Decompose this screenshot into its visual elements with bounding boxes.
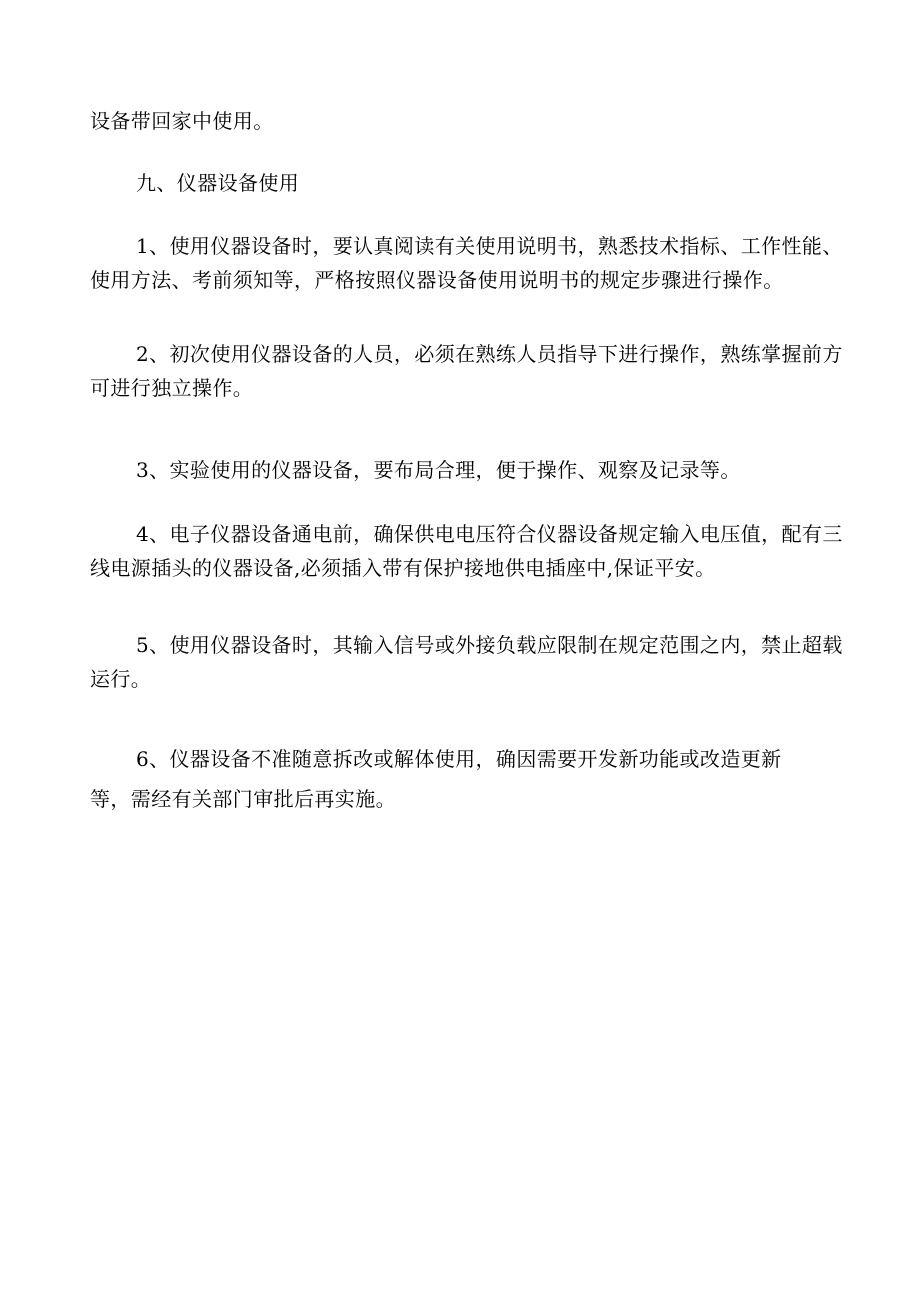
item-6-paragraph [90,742,830,816]
item-4-paragraph [90,517,843,585]
item-5-paragraph [90,628,843,696]
paragraph-line: 6、仪器设备不准随意拆改或解体使用，确因需要开发新功能或改造更新 [136,747,782,771]
item-3-paragraph [90,453,830,487]
paragraph-line: 1、使用仪器设备时，要认真阅读有关使用说明书，熟悉技术指标、工作性能、 [136,234,843,258]
section-heading [90,166,830,200]
paragraph-line: 使用方法、考前须知等，严格按照仪器设备使用说明书的规定步骤进行操作。 [90,268,784,292]
section-heading-text: 九、仪器设备使用 [136,171,300,195]
paragraph-line: 2、初次使用仪器设备的人员，必须在熟练人员指导下进行操作，熟练掌握前方 [136,342,843,366]
paragraph-line: 运行。 [90,667,152,691]
paragraph-line: 3、实验使用的仪器设备，要布局合理，便于操作、观察及记录等。 [136,458,741,482]
item-2-paragraph [90,337,843,405]
paragraph-line: 5、使用仪器设备时，其输入信号或外接负载应限制在规定范围之内，禁止超载 [136,633,843,657]
paragraph-line: 等，需经有关部门审批后再实施。 [90,787,396,811]
paragraph-line: 4、电子仪器设备通电前，确保供电电压符合仪器设备规定输入电压值，配有三 [136,522,843,546]
paragraph-line: 线电源插头的仪器设备,必须插入带有保护接地供电插座中,保证平安。 [90,556,716,580]
item-1-paragraph [90,229,843,297]
paragraph-line: 可进行独立操作。 [90,376,254,400]
paragraph-line: 设备带回家中使用。 [90,109,274,133]
continuation-paragraph [90,104,830,138]
